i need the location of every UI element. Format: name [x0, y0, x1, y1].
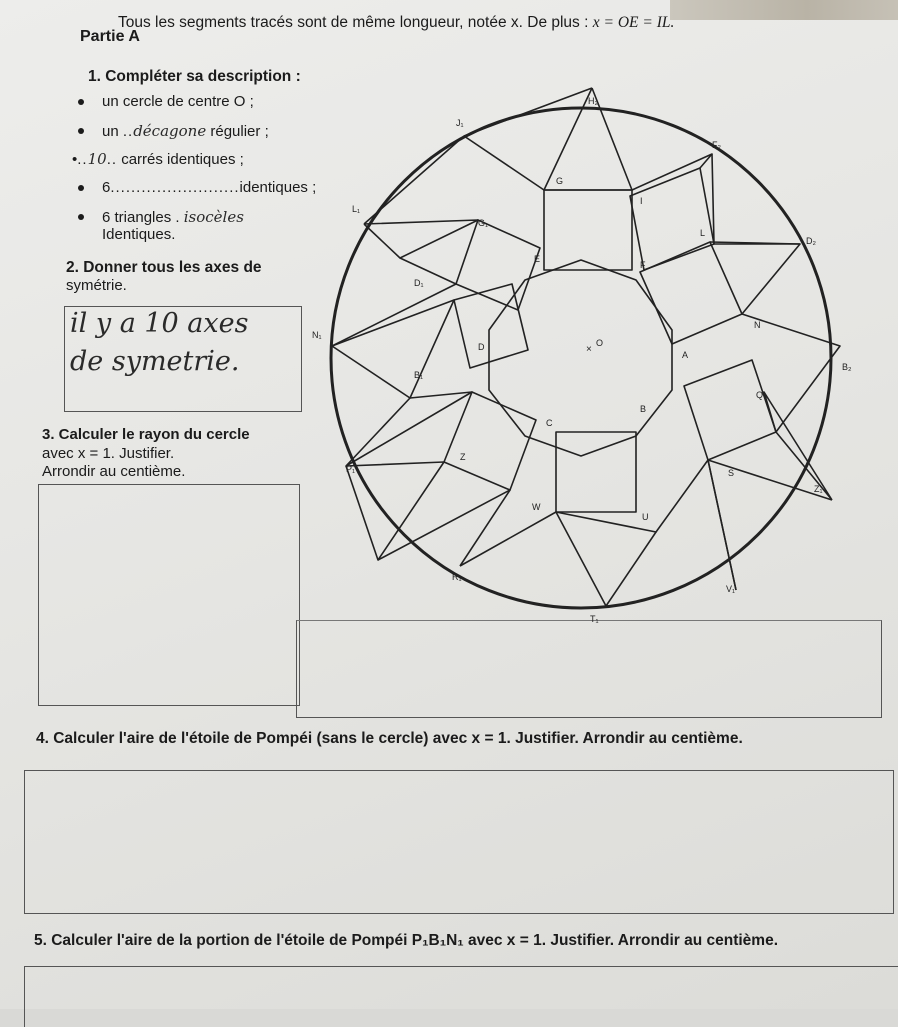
- label-B2: B₂: [842, 362, 852, 372]
- label-B: B: [640, 404, 647, 414]
- q5-title: 5. Calculer l'aire de la portion de l'étoile de Pompéi P₁B₁N₁ avec x = 1. Justifier. Arrondir au centième.: [34, 932, 779, 949]
- label-L: L: [700, 228, 706, 238]
- ray: [346, 392, 472, 466]
- label-C: C: [546, 418, 553, 428]
- inner-decagon: [489, 260, 672, 456]
- label-H2: H₂: [588, 96, 598, 106]
- q3-line2: avec x = 1. Justifier.: [42, 445, 175, 462]
- q2-title-1: 2. Donner tous les axes de: [66, 259, 262, 276]
- label-R1: R₁: [452, 572, 462, 582]
- label-Z1: Z₁: [814, 484, 823, 494]
- label-D1: D₁: [414, 278, 424, 288]
- q1-answer-squares[interactable]: 10: [87, 150, 107, 168]
- label-D2: D₂: [806, 236, 816, 246]
- label-O: O: [596, 338, 604, 348]
- ray: [556, 512, 656, 606]
- q3-line3: Arrondir au centième.: [42, 463, 186, 480]
- q2-title-2: symétrie.: [66, 277, 127, 294]
- label-V1: V₁: [726, 584, 736, 594]
- label-L1: L₁: [352, 204, 361, 214]
- ray: [332, 258, 456, 346]
- q2-answer-line2: de symetrie.: [70, 346, 240, 377]
- center-mark: ×: [586, 344, 592, 355]
- square: [544, 190, 632, 270]
- ray: [708, 460, 832, 590]
- label-Z: Z: [460, 452, 466, 462]
- q3-title: 3. Calculer le rayon du cercle: [42, 426, 250, 443]
- label-U: U: [642, 512, 649, 522]
- label-A: A: [682, 350, 689, 360]
- q1-blank-six[interactable]: .........................: [110, 179, 240, 196]
- intro-formula: x = OE = IL.: [592, 14, 675, 31]
- square: [684, 360, 776, 460]
- square: [444, 392, 536, 490]
- ray: [712, 154, 800, 244]
- square: [556, 432, 636, 512]
- q1-item-decagon: un ..décagone régulier ;: [102, 122, 269, 140]
- label-W: W: [532, 502, 541, 512]
- q1-item-identical: Identiques.: [102, 226, 176, 243]
- label-P1: P₁: [346, 464, 356, 474]
- ray: [710, 242, 800, 314]
- q1-item-six: 6.........................identiques ;: [102, 179, 317, 196]
- label-N: N: [754, 320, 761, 330]
- ray: [364, 220, 478, 258]
- ray: [364, 136, 464, 224]
- label-E: E: [534, 254, 541, 264]
- square: [630, 168, 714, 270]
- label-S: S: [728, 468, 735, 478]
- q1-answer-triangles[interactable]: isocèles: [183, 208, 244, 226]
- ray: [460, 512, 606, 606]
- label-G1: G₁: [478, 218, 489, 228]
- label-F2: F₂: [712, 140, 721, 150]
- outer-circle: [331, 108, 831, 608]
- label-D: D: [478, 342, 485, 352]
- label-T1: T₁: [590, 614, 599, 624]
- ray: [656, 460, 736, 590]
- q1-item-triangles: 6 triangles . isocèles: [102, 208, 244, 226]
- label-J1: J₁: [456, 118, 464, 128]
- q4-title: 4. Calculer l'aire de l'étoile de Pompéi (sans le cercle) avec x = 1. Justifier. Arrondir au centième.: [36, 730, 743, 747]
- label-B1: B₁: [414, 370, 424, 380]
- q2-answer-line1: il y a 10 axes: [70, 308, 249, 339]
- label-I: I: [640, 196, 643, 206]
- q1-answer-decagon[interactable]: décagone: [133, 122, 207, 140]
- label-N1: N₁: [312, 330, 322, 340]
- ray: [464, 136, 544, 190]
- q1-item-squares: •..10.. carrés identiques ;: [72, 150, 244, 168]
- part-title: Partie A: [80, 28, 140, 45]
- label-Q: Q: [756, 390, 764, 400]
- square: [640, 242, 742, 344]
- label-F: F: [640, 260, 646, 270]
- q1-item-circle: un cercle de centre O ;: [102, 93, 254, 110]
- intro-text: Tous les segments tracés sont de même longueur, notée x. De plus :: [118, 14, 589, 31]
- q1-title: 1. Compléter sa description :: [88, 68, 301, 85]
- label-G: G: [556, 176, 564, 186]
